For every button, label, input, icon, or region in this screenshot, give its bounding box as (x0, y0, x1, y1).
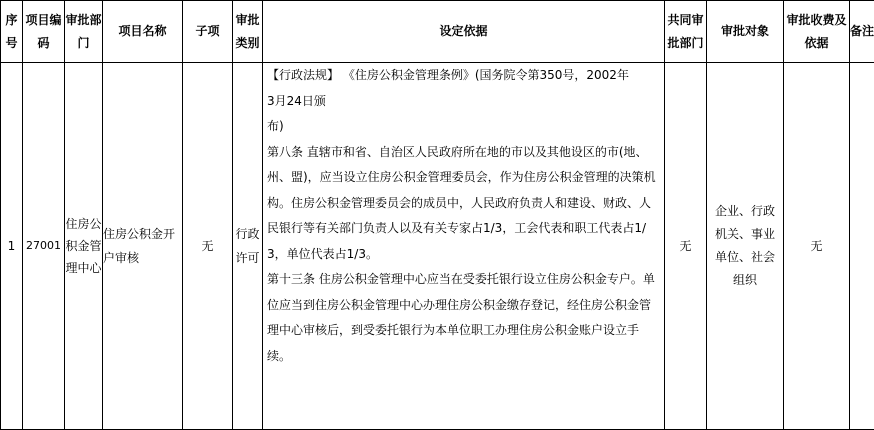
cell-target: 企业、行政机关、事业单位、社会组织 (707, 63, 784, 430)
header-target: 审批对象 (707, 1, 784, 63)
header-joint: 共同审批部门 (665, 1, 707, 63)
cell-name: 住房公积金开户审核 (103, 63, 183, 430)
cell-code: 27001 (23, 63, 65, 430)
header-row (1, 1, 874, 63)
cell-sub: 无 (183, 63, 233, 430)
cell-joint: 无 (665, 63, 707, 430)
header-seq: 序号 (1, 1, 23, 63)
table-row (1, 63, 874, 430)
cell-basis (263, 63, 665, 430)
cell-category: 行政许可 (233, 63, 263, 430)
cell-fee: 无 (784, 63, 850, 430)
header-basis: 设定依据 (263, 1, 665, 63)
header-sub: 子项 (183, 1, 233, 63)
cell-dept: 住房公积金管理中心 (65, 63, 103, 430)
header-code: 项目编码 (23, 1, 65, 63)
cell-note (850, 63, 874, 430)
basis-article-13: 第十三条 住房公积金管理中心应当在受委托银行设立住房公积金专户。单位应当到住房公积金管理中心办理住房公积金缴存登记，经住房公积金管理中心审核后，到受委托银行为本单位职工办理住房公积金账户设立手续。 (267, 272, 655, 363)
basis-line: 3月24日颁 (267, 93, 326, 108)
header-dept: 审批部门 (65, 1, 103, 63)
basis-article-8: 第八条 直辖市和省、自治区人民政府所在地的市以及其他设区的市(地、州、盟)，应当设立住房公积金管理委员会，作为住房公积金管理的决策机构。住房公积金管理委员会的成员中，人民政府负责人和建设、财政、人民银行等有关部门负责人以及有关专家占1/3，工会代表和职工代表占1/3，单位代表占1/3。 (267, 144, 656, 261)
header-fee: 审批收费及依据 (784, 1, 850, 63)
header-category: 审批类别 (233, 1, 263, 63)
basis-line: 【行政法规】 《住房公积金管理条例》(国务院令第350号，2002年 (267, 68, 629, 82)
header-note: 备注 (850, 1, 874, 63)
cell-seq: 1 (1, 63, 23, 430)
header-name: 项目名称 (103, 1, 183, 63)
basis-line: 布) (267, 119, 284, 133)
